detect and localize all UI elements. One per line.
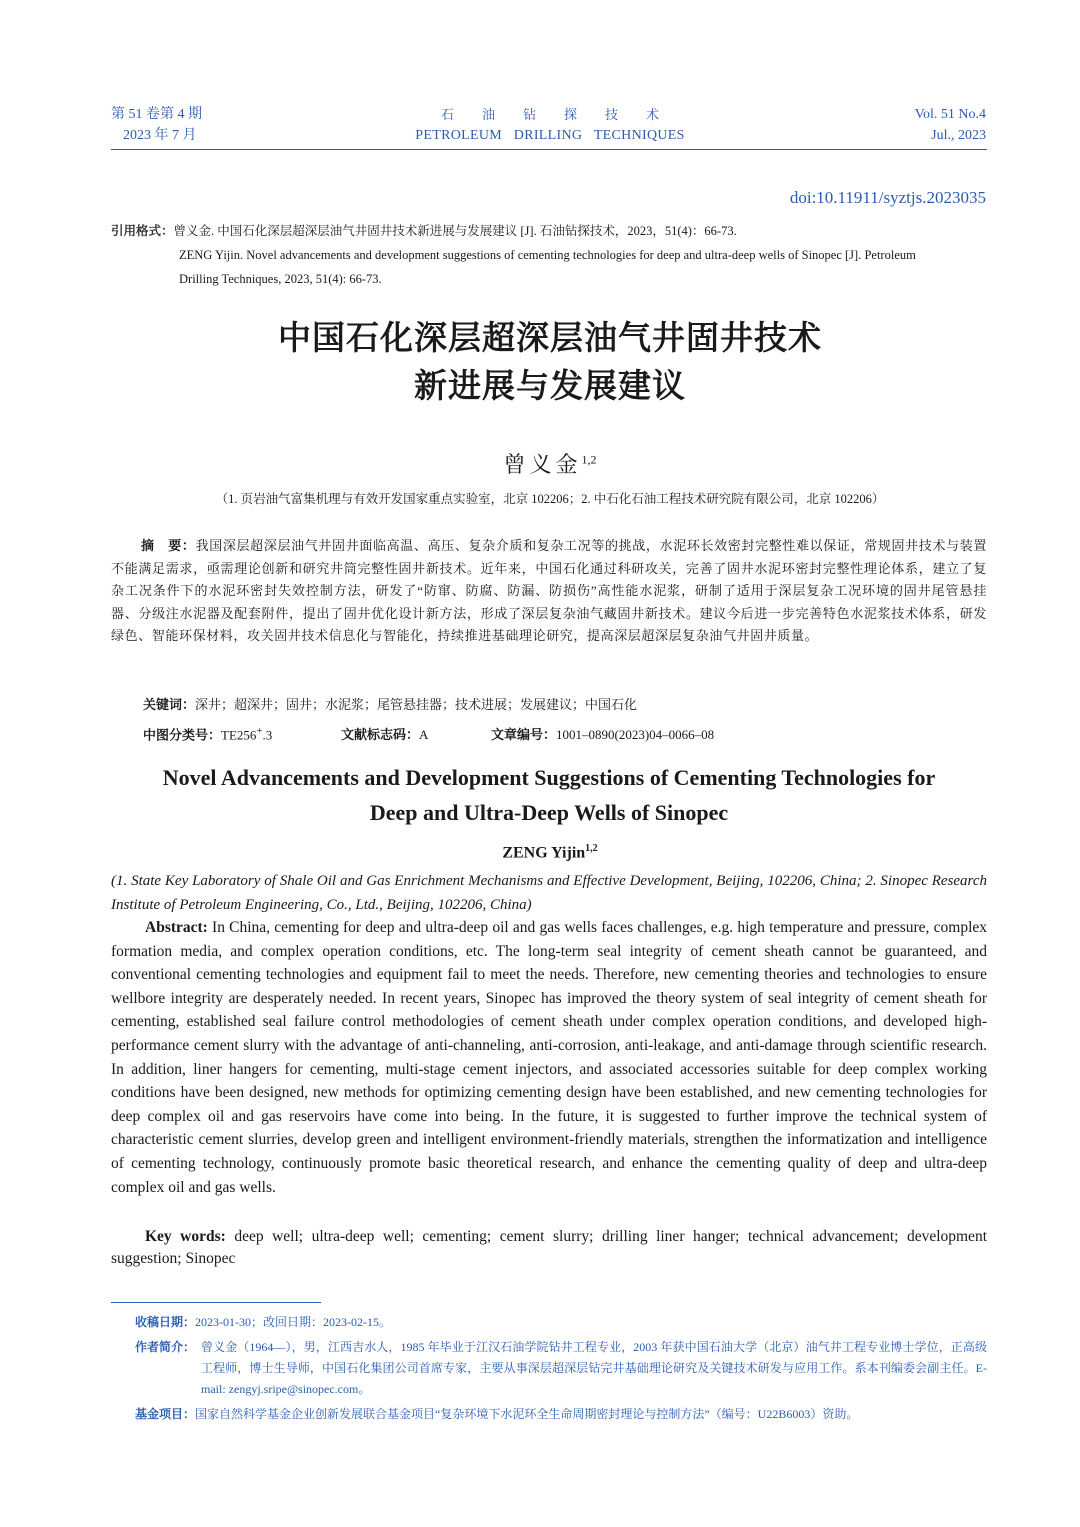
doc-code-group	[341, 724, 491, 746]
abstract-en	[111, 916, 987, 1199]
header-journal-en: PETROLEUM DRILLING TECHNIQUES	[415, 128, 685, 143]
article-number-value: 1001–0890(2023)04–0066–08	[556, 727, 715, 743]
keywords-en-text: deep well; ultra-deep well; cementing; cement slurry; drilling liner hanger; technical advancement; development suggestion; Sinopec	[111, 1228, 987, 1267]
abstract-en-text: In China, cementing for deep and ultra-deep oil and gas wells faces challenges, e.g. high temperature and pressure, complex formation media, and complex operation conditions, etc. The long-term seal integrity of cement sheath cannot be guaranteed, and conventional cementing technologies and equipment fail to meet the needs. Therefore, new cementing theories and technologies to ensure wellbore integrity are desperately needed. In recent years, Sinopec has improved the theory system of seal integrity of cement sheath for cementing, established seal failure control methodologies of cement sheath under complex operation conditions, and developed high-performance cement slurry with the advantage of anti-channeling, anti-corrosion, anti-leakage, and anti-damage through scientific research. In addition, liner hangers for cementing, multi-stage cement injectors, and associated accessories suitable for deep complex working conditions have been designed, new methods for optimizing cementing design have been established, and new cementing technologies for deep complex oil and gas reservoirs have come into being. In the future, it is suggested to further improve the technical system of characteristic cement slurries, develop green and intelligent environment-friendly materials, strengthen the informatization and intelligence of cementing technology, continuously promote basic theoretical research, and enhance the cementing quality of deep and ultra-deep complex oil and gas wells.	[111, 919, 987, 1196]
doc-code-value: A	[419, 727, 429, 743]
affiliation-en: (1. State Key Laboratory of Shale Oil and Gas Enrichment Mechanisms and Effective Development, Beijing, 102206, China; 2. Sinopec Research Institute of Petroleum Engineering, Co., Ltd., Beijing, 102206, China)	[111, 873, 987, 913]
header-volume-en: Vol. 51 No.4	[914, 107, 986, 122]
paper-title-cn	[0, 314, 1080, 410]
clc-group	[143, 720, 341, 746]
article-number-label: 文章编号：	[491, 727, 557, 743]
keywords-cn-label: 关键词：	[143, 697, 196, 712]
header-journal-cn: 石油钻探技术	[440, 107, 687, 122]
header-journal	[410, 104, 690, 146]
citation-cn: 曾义金. 中国石化深层超深层油气井固井技术新进展与发展建议 [J]. 石油钻探技术，2023，51(4)：66-73.	[173, 224, 737, 238]
clc-sup: +	[256, 725, 263, 737]
header-date-cn: 2023 年 7 月	[123, 128, 197, 143]
abstract-cn-text: 我国深层超深层油气井固井面临高温、高压、复杂介质和复杂工况等的挑战，水泥环长效密封完整性难以保证，常规固井技术与装置不能满足需求，亟需理论创新和研究井筒完整性固井新技术。近年来，中国石化通过科研攻关，完善了固井水泥环密封完整性理论体系，建立了复杂工况条件下的水泥环密封失效控制方法，研发了“防窜、防腐、防漏、防损伤”高性能水泥浆，研制了适用于深层复杂工况环境的固井尾管悬挂器、分级注水泥器及配套附件，提出了固井优化设计新方法，形成了深层复杂油气藏固井新技术。建议今后进一步完善特色水泥浆技术体系，研发绿色、智能环保材料，攻关固井技术信息化与智能化，持续推进基础理论研究，提高深层超深层复杂油气井固井质量。	[111, 538, 987, 643]
clc-label: 中图分类号：	[143, 727, 222, 743]
received-text: 2023-01-30；改回日期：2023-02-15。	[195, 1315, 392, 1329]
header-volume-number: 第 51 卷第 4 期	[111, 107, 202, 122]
clc-suffix: .3	[262, 727, 273, 743]
citation-label: 引用格式：	[111, 224, 174, 238]
received-label: 收稿日期：	[135, 1315, 196, 1329]
author-cn-name: 曾义金	[503, 452, 582, 477]
paper-title-cn-line2: 新进展与发展建议	[414, 366, 686, 405]
paper-title-cn-line1: 中国石化深层超深层油气井固井技术	[278, 318, 822, 357]
author-en-sup: 1,2	[585, 843, 598, 854]
header-divider	[111, 149, 987, 150]
affiliation-cn: （1. 页岩油气富集机理与有效开发国家重点实验室，北京 102206；2. 中石化石油工程技术研究院有限公司，北京 102206）	[215, 492, 885, 506]
citation-cn-line	[111, 219, 987, 243]
citation-en-line2: Drilling Techniques, 2023, 51(4): 66-73.	[179, 272, 382, 286]
article-number-group	[491, 724, 714, 746]
header-volume-en-block	[915, 104, 986, 146]
header-volume-cn	[111, 104, 202, 146]
keywords-cn-text: 深井；超深井；固井；水泥浆；尾管悬挂器；技术进展；发展建议；中国石化	[195, 697, 638, 712]
bio-text: 曾义金（1964—），男，江西吉水人，1985 年毕业于江汉石油学院钻井工程专业，2003 年获中国石油大学（北京）油气井工程专业博士学位，正高级工程师，博士生导师，中国石化集团公司首席专家，主要从事深层超深层钻完井基础理论研究及关键技术研发与应用工作。系本刊编委会副主任。E-mail: zengyj.sripe@sinopec.com。	[201, 1340, 987, 1396]
citation-en-line1: ZENG Yijin. Novel advancements and development suggestions of cementing technologies for deep and ultra-deep wells of Sinopec [J]. Petroleum	[179, 248, 916, 262]
citation-block	[111, 219, 987, 291]
paper-title-en	[111, 760, 987, 830]
header-date-en: Jul., 2023	[931, 128, 986, 143]
author-en	[0, 843, 1080, 862]
fund-text: 国家自然科学基金企业创新发展联合基金项目“复杂环境下水泥环全生命周期密封理论与控制方法”（编号：U22B6003）资助。	[195, 1407, 859, 1421]
footnote-fund	[135, 1404, 987, 1425]
abstract-cn	[111, 535, 987, 648]
abstract-en-label: Abstract:	[145, 919, 208, 936]
author-cn-sup: 1,2	[581, 452, 597, 467]
keywords-en	[111, 1226, 987, 1270]
footnote-author-bio	[135, 1337, 987, 1400]
footnote-divider	[111, 1302, 321, 1303]
abstract-cn-label: 摘 要：	[141, 538, 196, 553]
keywords-en-label: Key words:	[145, 1228, 226, 1245]
paper-title-en-line1: Novel Advancements and Development Suggestions of Cementing Technologies for	[162, 765, 936, 790]
author-en-name: ZENG Yijin	[502, 844, 586, 862]
classification-line	[143, 720, 987, 746]
keywords-cn	[143, 694, 987, 716]
doi-link[interactable]: doi:10.11911/syztjs.2023035	[789, 188, 986, 207]
paper-title-en-line2: Deep and Ultra-Deep Wells of Sinopec	[369, 800, 729, 825]
footnote-received	[135, 1312, 987, 1333]
author-cn	[0, 448, 1080, 479]
doc-code-label: 文献标志码：	[341, 727, 420, 743]
clc-value: TE256	[221, 727, 257, 743]
bio-label: 作者简介：	[135, 1340, 196, 1354]
fund-label: 基金项目：	[135, 1407, 196, 1421]
